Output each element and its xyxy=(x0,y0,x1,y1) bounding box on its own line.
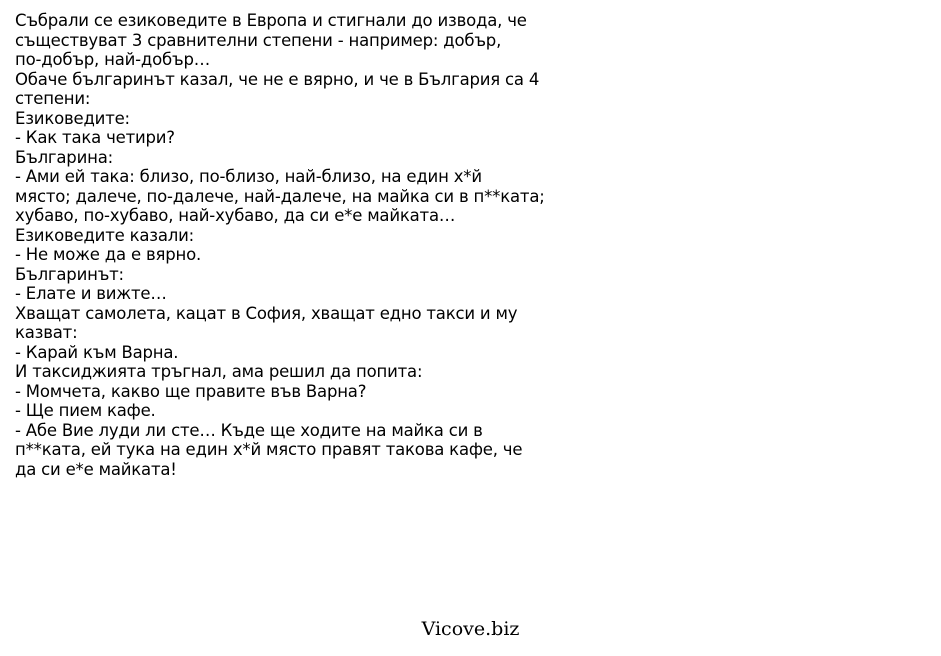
joke-line: казват: xyxy=(15,323,78,342)
joke-line: - Не може да е вярно. xyxy=(15,245,202,264)
joke-text xyxy=(15,11,615,479)
joke-line: по-добър, най-добър… xyxy=(15,50,211,69)
joke-line: - Ами ей така: близо, по-близо, най-близо, на един х*й xyxy=(15,167,482,186)
joke-line: - Карай към Варна. xyxy=(15,342,179,362)
joke-line: - Елате и вижте… xyxy=(15,284,167,303)
joke-line: място; далече, по-далече, най-далече, на майка си в п**ката; xyxy=(15,186,545,206)
joke-line: Езиковедите: xyxy=(15,108,130,128)
joke-line: Българинът: xyxy=(15,264,124,284)
joke-line: Събрали се езиковедите в Европа и стигнали до извода, че xyxy=(15,11,527,30)
joke-line: - Абе Вие луди ли сте… Къде ще ходите на майка си в xyxy=(15,420,483,440)
joke-line: хубаво, по-хубаво, най-хубаво, да си е*е майката… xyxy=(15,206,456,225)
joke-line: Езиковедите казали: xyxy=(15,225,194,245)
joke-line: п**ката, ей тука на един х*й място правят такова кафе, че xyxy=(15,440,523,459)
joke-line: - Как така четири? xyxy=(15,128,175,147)
joke-line: степени: xyxy=(15,89,91,108)
site-watermark: Vicove.biz xyxy=(421,618,520,640)
joke-line: Българина: xyxy=(15,147,113,167)
joke-line: - Ще пием кафе. xyxy=(15,401,156,420)
joke-line: да си е*е майката! xyxy=(15,459,177,479)
joke-line: Обаче българинът казал, че не е вярно, и че в България са 4 xyxy=(15,69,540,89)
joke-line: И таксиджията тръгнал, ама решил да попита: xyxy=(15,362,423,381)
joke-line: - Момчета, какво ще правите във Варна? xyxy=(15,381,367,401)
joke-line: Хващат самолета, кацат в София, хващат едно такси и му xyxy=(15,303,518,323)
joke-line: съществуват 3 сравнителни степени - например: добър, xyxy=(15,30,502,50)
